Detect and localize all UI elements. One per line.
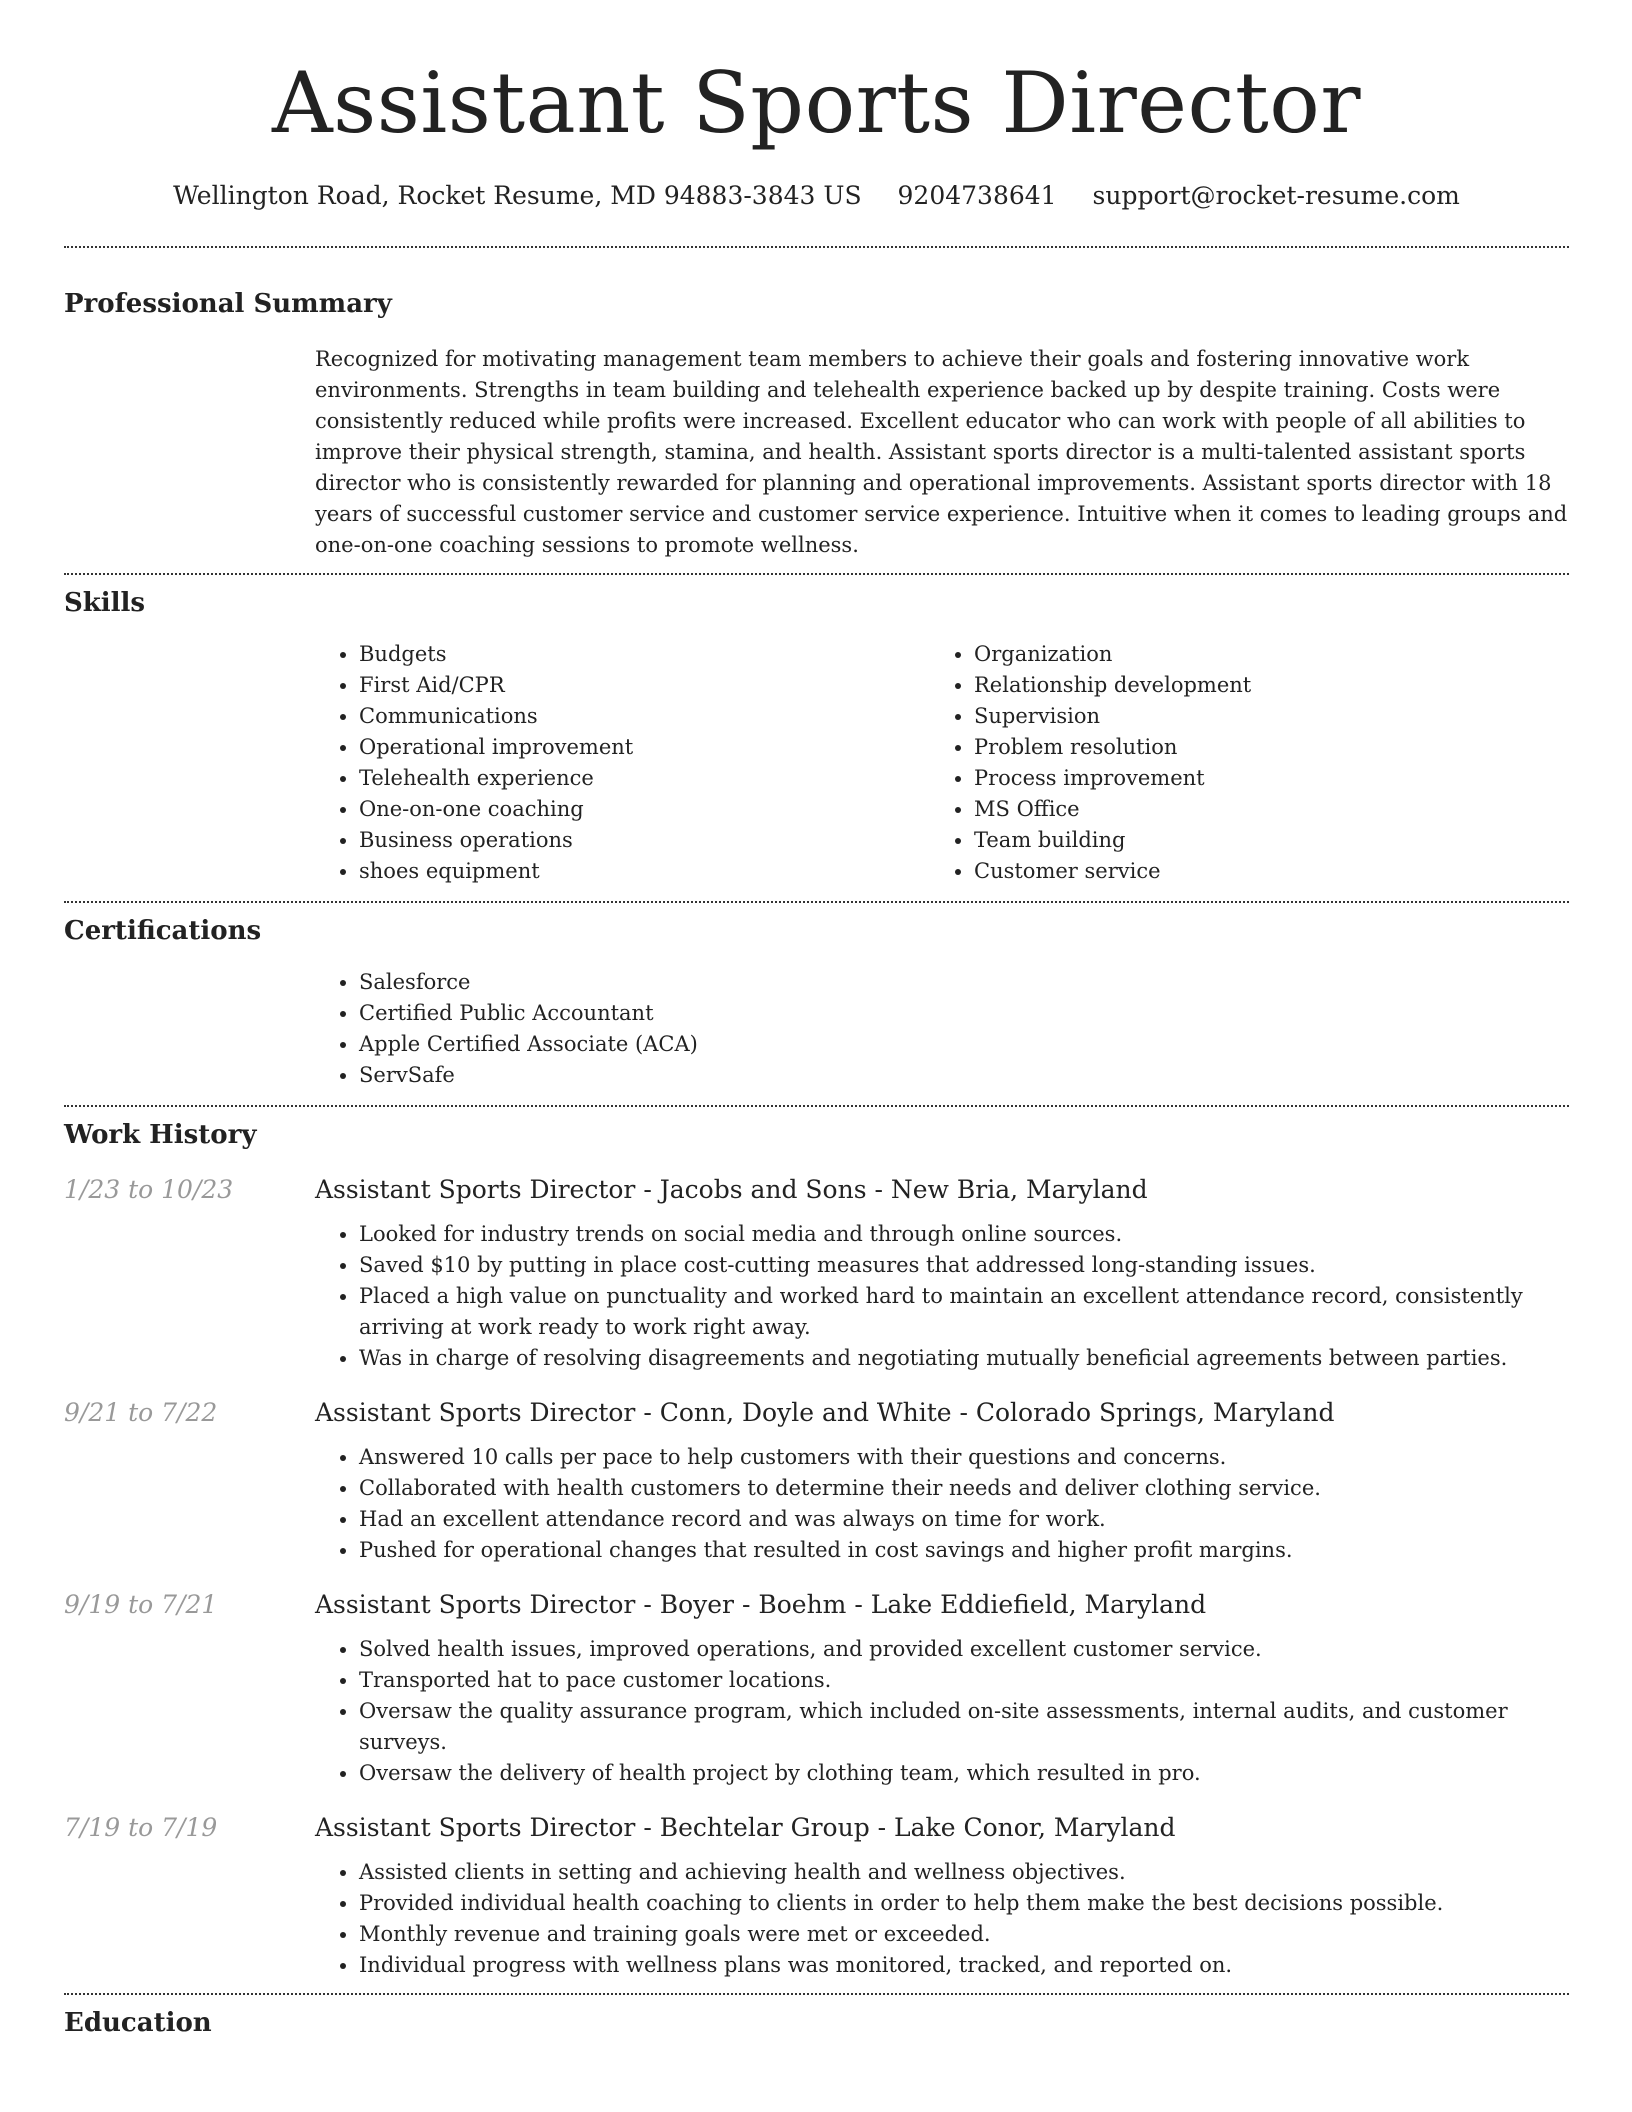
summary-section	[64, 286, 1569, 561]
job-bullet: • Transported hat to pace customer locations.	[359, 1665, 1569, 1696]
job-bullet: • Had an excellent attendance record and was always on time for work.	[359, 1504, 1569, 1535]
skill-item: • Process improvement	[974, 763, 1545, 794]
certifications-section	[64, 913, 1569, 1091]
skills-column-left	[315, 639, 930, 887]
job-dates: 9/21 to 7/22	[64, 1398, 218, 1427]
job-entry	[64, 1811, 1569, 1981]
job-bullet: • Collaborated with health customers to determine their needs and deliver clothing service.	[359, 1473, 1569, 1504]
skills-grid	[315, 639, 1569, 887]
skill-item: • shoes equipment	[359, 856, 930, 887]
skills-section	[64, 585, 1569, 887]
work-history-heading: Work History	[64, 1120, 257, 1150]
skill-item: • Communications	[359, 701, 930, 732]
skill-item: • Budgets	[359, 639, 930, 670]
work-history-section	[64, 1117, 1569, 1981]
skill-item: • Operational improvement	[359, 732, 930, 763]
job-bullet: • Was in charge of resolving disagreements and negotiating mutually beneficial agreements between parties.	[359, 1343, 1569, 1374]
skill-item: • Organization	[974, 639, 1545, 670]
certification-item: • Apple Certified Associate (ACA)	[359, 1029, 1569, 1060]
skills-column-right	[930, 639, 1545, 887]
section-divider	[64, 1105, 1569, 1107]
skill-item: • Telehealth experience	[359, 763, 930, 794]
job-title: Assistant Sports Director - Conn, Doyle and White - Colorado Springs, Maryland	[315, 1398, 1335, 1427]
resume-name: Assistant Sports Director	[272, 54, 1361, 152]
skill-item: • MS Office	[974, 794, 1545, 825]
job-dates: 7/19 to 7/19	[64, 1813, 218, 1842]
job-entry	[64, 1588, 1569, 1789]
skill-item: • Business operations	[359, 825, 930, 856]
job-details	[315, 1173, 1569, 1374]
skill-item: • Customer service	[974, 856, 1545, 887]
summary-heading: Professional Summary	[64, 289, 392, 319]
resume-page	[64, 0, 1569, 2041]
certifications-list	[315, 967, 1569, 1091]
section-divider	[64, 246, 1569, 248]
job-bullet: • Individual progress with wellness plans was monitored, tracked, and reported on.	[359, 1950, 1569, 1981]
job-bullet: • Looked for industry trends on social media and through online sources.	[359, 1219, 1569, 1250]
job-entry	[64, 1173, 1569, 1374]
contact-email: support@rocket-resume.com	[1092, 181, 1460, 210]
job-bullet: • Pushed for operational changes that resulted in cost savings and higher profit margins.	[359, 1535, 1569, 1566]
job-title: Assistant Sports Director - Jacobs and Sons - New Bria, Maryland	[315, 1175, 1148, 1204]
skill-item: • One-on-one coaching	[359, 794, 930, 825]
job-dates: 1/23 to 10/23	[64, 1175, 234, 1204]
job-bullet: • Assisted clients in setting and achieving health and wellness objectives.	[359, 1857, 1569, 1888]
job-title: Assistant Sports Director - Boyer - Boehm - Lake Eddiefield, Maryland	[315, 1590, 1207, 1619]
summary-text: Recognized for motivating management team members to achieve their goals and fostering innovative work environments. Strengths in team building and telehealth experience backed up by despite training. Costs were consistently reduced while profits were increased. Excellent educator who can work with people of all abilities to improve their physical strength, stamina, and health. Assistant sports director is a multi-talented assistant sports director who is consistently rewarded for planning and operational improvements. Assistant sports director with 18 years of successful customer service and customer service experience. Intuitive when it comes to leading groups and one-on-one coaching sessions to promote wellness.	[315, 347, 1568, 557]
certification-item: • Certified Public Accountant	[359, 998, 1569, 1029]
skills-heading: Skills	[64, 588, 146, 618]
job-bullet: • Monthly revenue and training goals were met or exceeded.	[359, 1919, 1569, 1950]
skill-item: • Relationship development	[974, 670, 1545, 701]
job-bullet: • Oversaw the delivery of health project by clothing team, which resulted in pro.	[359, 1758, 1569, 1789]
contact-line	[64, 178, 1569, 214]
certification-item: • Salesforce	[359, 967, 1569, 998]
job-entry	[64, 1396, 1569, 1566]
skill-item: • Supervision	[974, 701, 1545, 732]
section-divider	[64, 1993, 1569, 1995]
job-bullet: • Answered 10 calls per pace to help customers with their questions and concerns.	[359, 1442, 1569, 1473]
job-details	[315, 1588, 1569, 1789]
job-title: Assistant Sports Director - Bechtelar Group - Lake Conor, Maryland	[315, 1813, 1176, 1842]
job-bullet: • Solved health issues, improved operations, and provided excellent customer service.	[359, 1634, 1569, 1665]
skill-item: • First Aid/CPR	[359, 670, 930, 701]
job-dates: 9/19 to 7/21	[64, 1590, 218, 1619]
job-bullet: • Oversaw the quality assurance program, which included on-site assessments, internal audits, and customer surveys.	[359, 1696, 1569, 1758]
job-details	[315, 1396, 1569, 1566]
certifications-heading: Certifications	[64, 916, 262, 946]
section-divider	[64, 901, 1569, 903]
education-section	[64, 2005, 1569, 2041]
skill-item: • Problem resolution	[974, 732, 1545, 763]
contact-address: Wellington Road, Rocket Resume, MD 94883-3843 US	[173, 181, 862, 210]
job-bullet: • Placed a high value on punctuality and worked hard to maintain an excellent attendance record, consistently arriving at work ready to work right away.	[359, 1281, 1569, 1343]
section-divider	[64, 573, 1569, 575]
job-bullet: • Provided individual health coaching to clients in order to help them make the best decisions possible.	[359, 1888, 1569, 1919]
contact-phone: 9204738641	[897, 181, 1057, 210]
job-details	[315, 1811, 1569, 1981]
certification-item: • ServSafe	[359, 1060, 1569, 1091]
skill-item: • Team building	[974, 825, 1545, 856]
education-heading: Education	[64, 2008, 212, 2038]
job-bullet: • Saved $10 by putting in place cost-cutting measures that addressed long-standing issues.	[359, 1250, 1569, 1281]
